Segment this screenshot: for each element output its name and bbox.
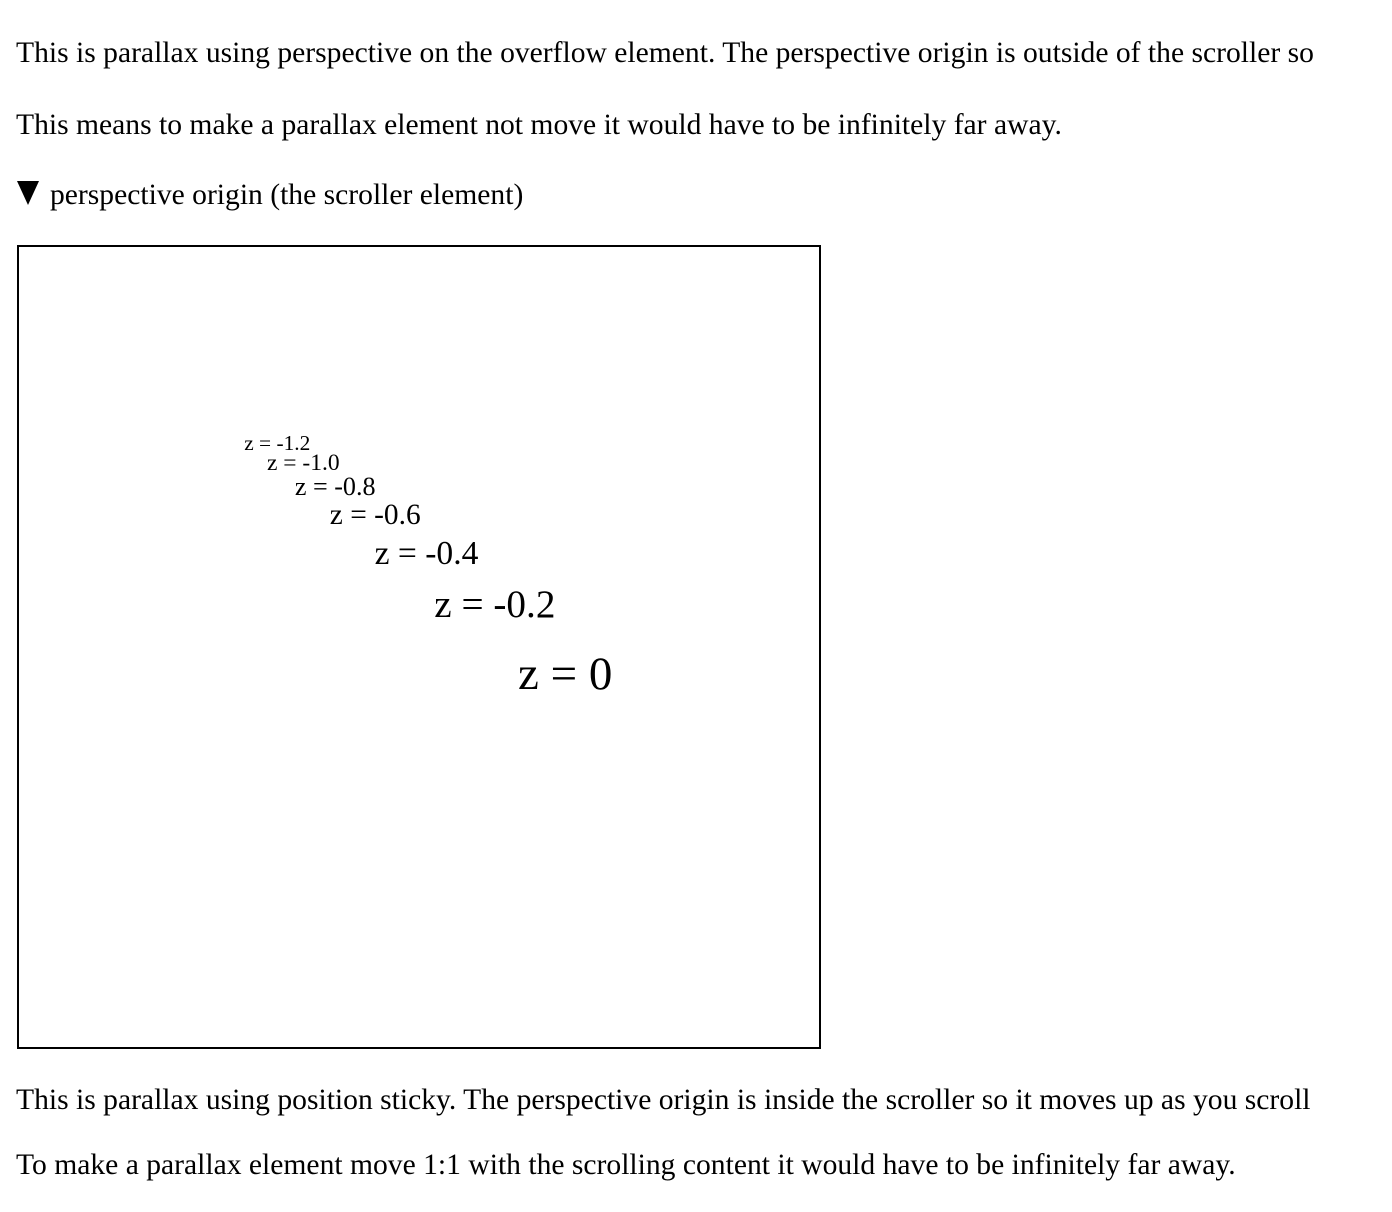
z-label: z = -0.2 [434, 582, 556, 626]
outro-paragraph-2: To make a parallax element move 1:1 with the scrolling content it would have to be infinitely far away. [16, 1149, 1236, 1181]
down-triangle-icon [17, 181, 39, 205]
perspective-origin-marker [17, 178, 523, 212]
z-label: z = -1.2 [244, 431, 311, 456]
z-label: z = -0.6 [329, 499, 421, 532]
intro-paragraph-2: This means to make a parallax element not move it would have to be infinitely far away. [16, 109, 1062, 141]
z-label: z = 0 [518, 648, 613, 700]
z-label: z = -1.0 [267, 449, 340, 476]
perspective-origin-label: perspective origin (the scroller element) [50, 179, 524, 211]
z-label: z = -0.4 [374, 535, 479, 572]
scroller-box[interactable] [17, 245, 821, 1049]
intro-paragraph-1: This is parallax using perspective on the overflow element. The perspective origin is outside of the scroller so [16, 37, 1314, 69]
z-label: z = -0.8 [294, 471, 376, 501]
outro-paragraph-1: This is parallax using position sticky. The perspective origin is inside the scroller so it moves up as you scroll [16, 1084, 1311, 1116]
